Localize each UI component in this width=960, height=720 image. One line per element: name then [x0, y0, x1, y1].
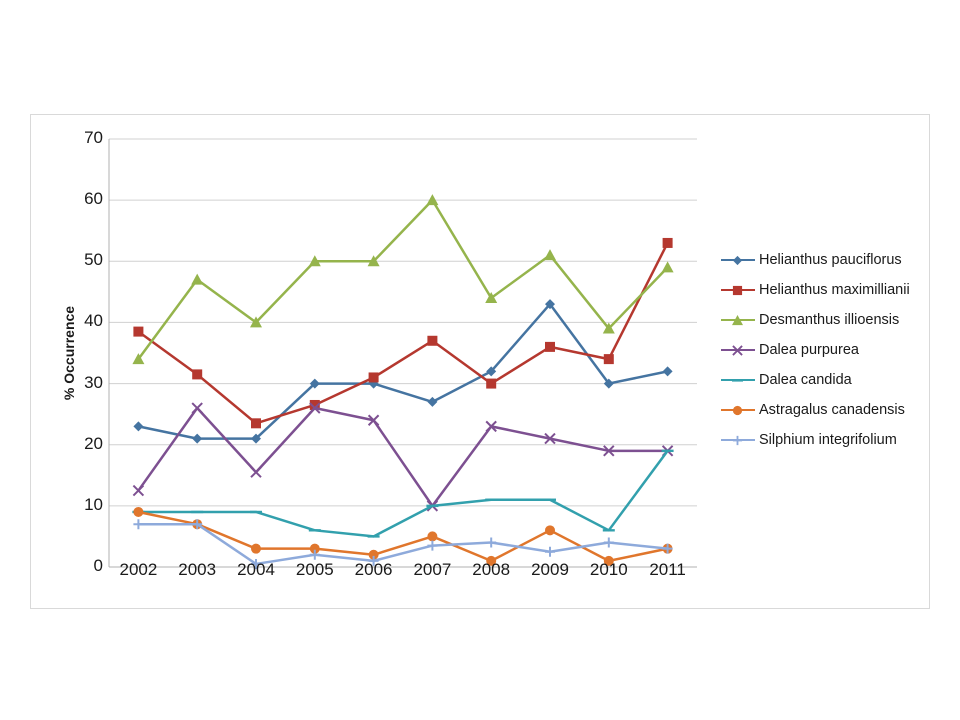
chart-legend [721, 245, 931, 455]
legend-marker-icon [721, 283, 755, 297]
data-point-marker [251, 467, 261, 477]
legend-label: Silphium integrifolium [759, 432, 897, 448]
x-tick-label: 2005 [295, 560, 334, 579]
y-tick-label: 30 [84, 372, 103, 392]
data-point-marker [545, 547, 555, 557]
data-point-marker [732, 315, 743, 325]
legend-label: Dalea purpurea [759, 342, 859, 358]
x-tick-label: 2011 [649, 560, 686, 579]
data-point-marker [427, 541, 437, 551]
legend-label: Helianthus maximillianii [759, 282, 910, 298]
x-tick-label: 2002 [119, 560, 158, 579]
series-dalea-purpurea [133, 403, 672, 511]
data-point-marker [133, 519, 143, 529]
x-tick-label: 2006 [354, 560, 393, 579]
data-point-marker [369, 372, 379, 382]
chart-container [30, 114, 930, 609]
legend-marker-icon [721, 403, 755, 417]
data-point-marker [427, 397, 437, 407]
x-tick-label: 2004 [237, 560, 275, 579]
data-point-marker [544, 249, 556, 260]
series-line [138, 304, 667, 439]
legend-item[interactable] [721, 335, 931, 365]
data-point-marker [545, 342, 555, 352]
data-point-marker [486, 538, 496, 548]
data-point-marker [663, 238, 673, 248]
y-tick-label: 10 [84, 494, 103, 514]
data-point-marker [663, 366, 673, 376]
legend-marker-icon [721, 253, 755, 267]
y-tick-label: 20 [84, 433, 103, 453]
data-point-marker [733, 436, 742, 445]
data-point-marker [133, 421, 143, 431]
data-point-marker [733, 286, 742, 295]
data-point-marker [733, 406, 742, 415]
x-tick-label: 2010 [589, 560, 628, 579]
data-point-marker [545, 525, 555, 535]
legend-marker-icon [721, 373, 755, 387]
legend-item[interactable] [721, 365, 931, 395]
data-point-marker [427, 336, 437, 346]
x-tick-label: 2003 [178, 560, 217, 579]
x-tick-label: 2007 [413, 560, 452, 579]
legend-item[interactable] [721, 245, 931, 275]
data-point-marker [192, 403, 202, 413]
series-helianthus-pauciflorus [133, 299, 672, 444]
y-tick-label: 70 [84, 128, 103, 147]
x-tick-label: 2009 [531, 560, 569, 579]
legend-marker-icon [721, 313, 755, 327]
data-point-marker [133, 327, 143, 337]
legend-label: Helianthus pauciflorus [759, 252, 902, 268]
legend-item[interactable] [721, 425, 931, 455]
data-point-marker [251, 418, 261, 428]
data-point-marker [192, 369, 202, 379]
data-point-marker [251, 544, 261, 554]
series-line [138, 200, 667, 359]
series-helianthus-maximillianii [133, 238, 672, 428]
data-point-marker [604, 538, 614, 548]
y-tick-label: 60 [84, 189, 103, 209]
series-desmanthus-illioensis [132, 194, 673, 364]
data-point-marker [427, 531, 437, 541]
data-point-marker [192, 434, 202, 444]
legend-marker-icon [721, 433, 755, 447]
legend-marker-icon [721, 343, 755, 357]
legend-label: Astragalus canadensis [759, 402, 905, 418]
legend-item[interactable] [721, 395, 931, 425]
legend-label: Dalea candida [759, 372, 852, 388]
y-tick-label: 50 [84, 250, 103, 270]
series-line [138, 408, 667, 506]
x-axis-tick-labels [109, 560, 697, 600]
series-line [138, 524, 667, 564]
data-point-marker [733, 256, 742, 265]
data-point-marker [133, 486, 143, 496]
y-axis-title: % Occurrence [61, 305, 77, 401]
data-point-marker [426, 194, 438, 205]
series-line [138, 243, 667, 423]
data-point-marker [486, 379, 496, 389]
y-tick-label: 40 [84, 311, 103, 331]
x-tick-label: 2008 [472, 560, 511, 579]
data-point-marker [733, 346, 742, 355]
legend-label: Desmanthus illioensis [759, 312, 900, 328]
legend-item[interactable] [721, 305, 931, 335]
data-point-marker [604, 354, 614, 364]
legend-item[interactable] [721, 275, 931, 305]
data-point-marker [133, 507, 143, 517]
data-point-marker [662, 261, 674, 272]
y-tick-label: 0 [93, 556, 103, 575]
data-point-marker [191, 274, 203, 285]
